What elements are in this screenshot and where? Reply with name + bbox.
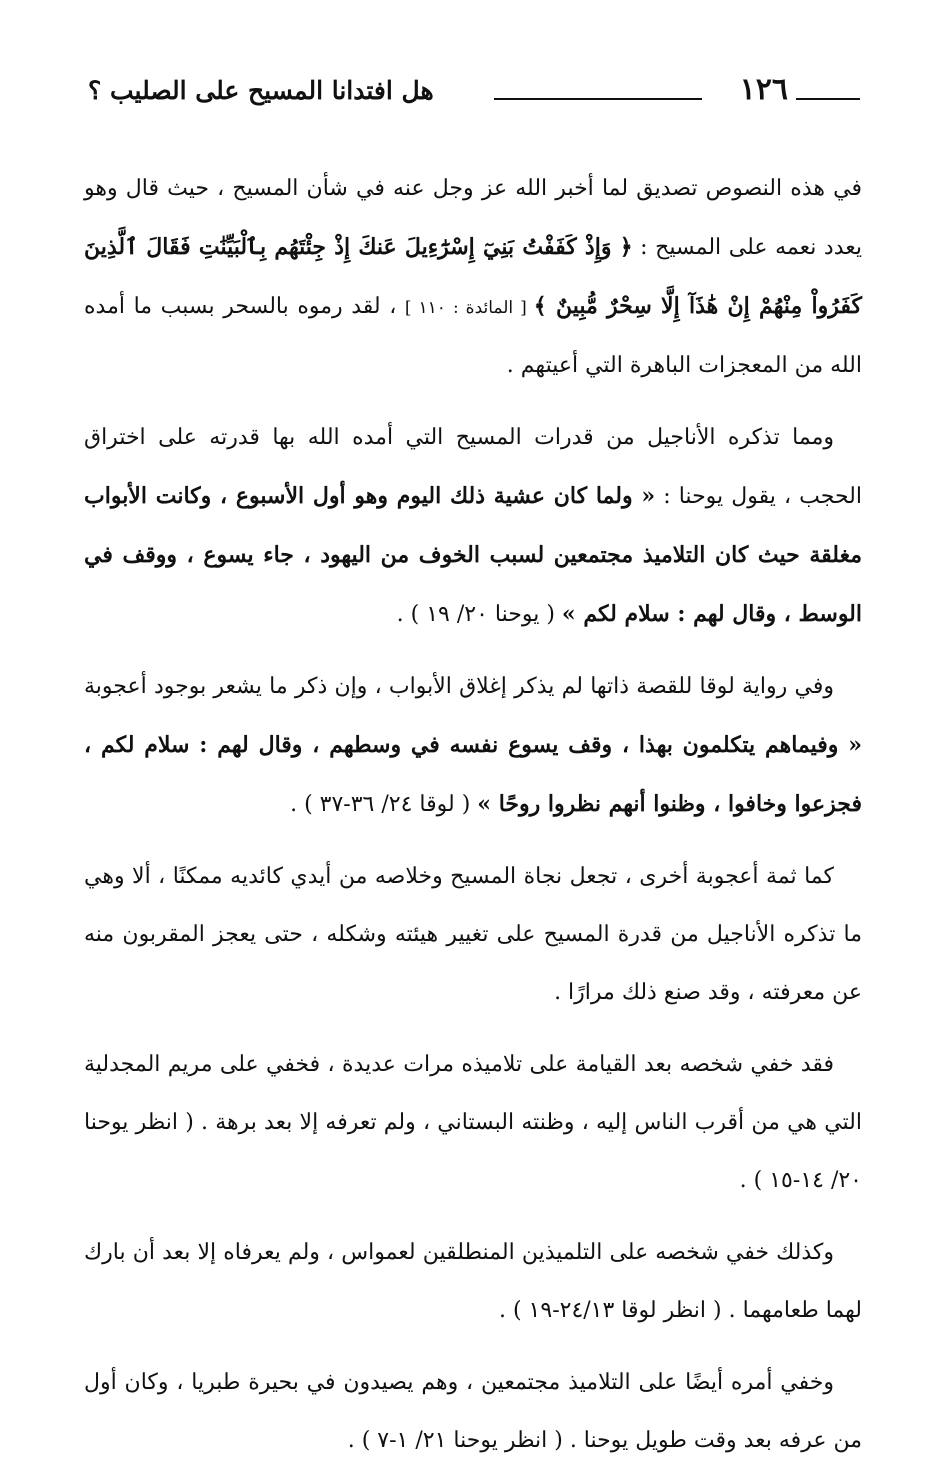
paragraph-6 xyxy=(84,1224,862,1340)
paragraph-3 xyxy=(84,658,862,834)
header-rule-right xyxy=(796,98,860,100)
page-number: ١٢٦ xyxy=(739,72,788,107)
running-title: هل افتدانا المسيح على الصليب ؟ xyxy=(88,76,434,105)
paragraph-7 xyxy=(84,1354,862,1470)
paragraph-text: في هذه النصوص تصديق لما أخبر الله عز وجل عنه في شأن المسيح ، حيث قال وهو يعدد نعمه على المسيح : xyxy=(84,176,862,260)
quran-quote: ﴿ وَإِذْ كَفَفْتُ بَنِيٓ إِسْرَٰٓءِيلَ عَنكَ إِذْ جِئْتَهُم بِٱلْبَيِّنَٰتِ فَقَالَ ٱلَّذِينَ كَفَرُواْ مِنْهُمْ إِنْ هَٰذَآ إِلَّا سِحْرٌ مُّبِينٌ ﴾ xyxy=(84,234,862,319)
paragraph-text: فقد خفي شخصه بعد القيامة على تلاميذه مرات عديدة ، فخفي على مريم المجدلية التي هي من أقرب الناس إليه ، وظنته البستاني ، ولم تعرفه إلا بعد برهة . ( انظر يوحنا ٢٠/ ١٤-١٥ ) . xyxy=(84,1052,862,1193)
citation: ( لوقا ٢٤/ ٣٦-٣٧ ) . xyxy=(290,792,478,817)
page-header xyxy=(88,70,860,110)
paragraph-text: ومما تذكره الأناجيل من قدرات المسيح التي أمده الله بها قدرته على اختراق الحجب ، يقول يوحنا : xyxy=(84,425,862,509)
page-body xyxy=(84,160,862,1484)
paragraph-2 xyxy=(84,409,862,644)
paragraph-text: وفي رواية لوقا للقصة ذاتها لم يذكر إغلاق الأبواب ، وإن ذكر ما يشعر بوجود أعجوبة xyxy=(84,674,834,699)
gospel-quote: « ولما كان عشية ذلك اليوم وهو أول الأسبوع ، وكانت الأبواب مغلقة حيث كان التلاميذ مجتمعين لسبب الخوف من اليهود ، جاء يسوع ، ووقف في الوسط ، وقال لهم : سلام لكم » xyxy=(84,483,862,627)
paragraph-1 xyxy=(84,160,862,395)
paragraph-text: ، لقد رموه بالسحر بسبب ما أمده الله من المعجزات الباهرة التي أعيتهم . xyxy=(84,294,862,378)
paragraph-4 xyxy=(84,848,862,1022)
paragraph-text: وخفي أمره أيضًا على التلاميذ مجتمعين ، وهم يصيدون في بحيرة طبريا ، وكان أول من عرفه بعد وقت طويل يوحنا . ( انظر يوحنا ٢١/ ١-٧ ) . xyxy=(84,1370,862,1453)
paragraph-5 xyxy=(84,1036,862,1210)
header-rule-middle xyxy=(494,98,702,100)
quran-reference: [ المائدة : ١١٠ ] xyxy=(404,298,534,318)
paragraph-text: كما ثمة أعجوبة أخرى ، تجعل نجاة المسيح وخلاصه من أيدي كائديه ممكنًا ، ألا وهي ما تذكره الأناجيل من قدرة المسيح على تغيير هيئته وشكله ، حتى يعجز المقربون منه عن معرفته ، وقد صنع ذلك مرارًا . xyxy=(84,864,862,1005)
citation: ( يوحنا ٢٠/ ١٩ ) . xyxy=(396,602,562,627)
gospel-quote: « وفيماهم يتكلمون بهذا ، وقف يسوع نفسه في وسطهم ، وقال لهم : سلام لكم ، فجزعوا وخافوا ، وظنوا أنهم نظروا روحًا » xyxy=(84,732,862,817)
paragraph-text: وكذلك خفي شخصه على التلميذين المنطلقين لعمواس ، ولم يعرفاه إلا بعد أن بارك لهما طعامهما . ( انظر لوقا ٢٤/١٣-١٩ ) . xyxy=(84,1240,862,1323)
